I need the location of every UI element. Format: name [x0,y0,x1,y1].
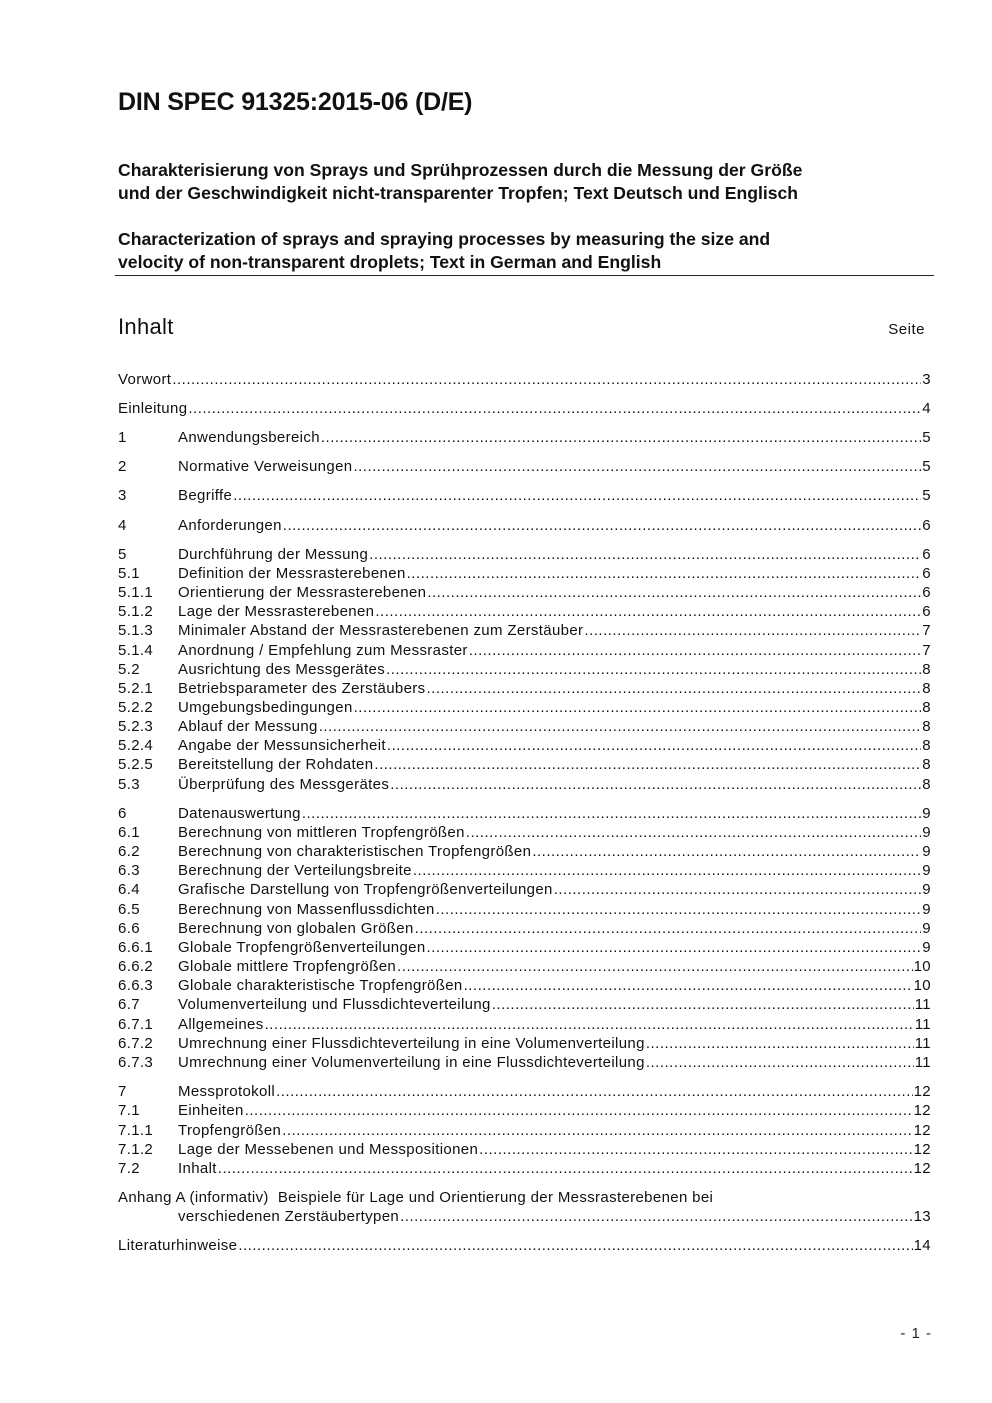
toc-entry-page: 11 [914,996,931,1013]
document-id: DIN SPEC 91325:2015-06 (D/E) [118,88,473,116]
toc-entry-page: 10 [913,977,931,994]
toc-entry-number: 7.1.1 [118,1122,154,1139]
toc-entry-page: 6 [922,603,931,620]
toc-entry[interactable] [118,1015,931,1034]
toc-leader-dots [172,370,921,389]
toc-entry[interactable] [118,621,931,640]
toc-entry-title: Anforderungen [178,517,282,534]
toc-entry-page: 11 [914,1016,931,1033]
toc-entry-title: Umgebungsbedingungen [178,699,353,716]
toc-entry-page: 5 [922,487,931,504]
toc-entry-page: 8 [922,737,931,754]
toc-entry[interactable] [118,564,931,583]
toc-leader-dots [407,564,922,583]
toc-entry[interactable] [118,1121,931,1140]
toc-entry-title: Lage der Messebenen und Messpositionen [178,1141,479,1158]
toc-entry[interactable] [118,660,931,679]
toc-entry-bibliography[interactable] [118,1236,931,1255]
toc-entry-title: Volumenverteilung und Flussdichteverteilung [178,996,491,1013]
toc-entry-title: Normative Verweisungen [178,458,353,475]
title-english [118,228,770,274]
toc-leader-dots [532,842,921,861]
toc-entry-title: Inhalt [178,1160,217,1177]
toc-entry-title: Betriebsparameter des Zerstäubers [178,680,426,697]
toc-entry-number: 5.1.2 [118,603,154,620]
toc-entry-title: Bereitstellung der Rohdaten [178,756,374,773]
toc-leader-dots [492,995,914,1014]
toc-entry[interactable] [118,428,931,447]
toc-entry[interactable] [118,957,931,976]
toc-entry-page: 6 [922,517,931,534]
toc-entry-title: Grafische Darstellung von Tropfengrößenverteilungen [178,881,553,898]
toc-entry[interactable] [118,861,931,880]
toc-entry[interactable] [118,679,931,698]
toc-leader-dots [479,1140,912,1159]
toc-entry[interactable] [118,736,931,755]
toc-entry[interactable] [118,995,931,1014]
toc-entry[interactable] [118,976,931,995]
toc-entry[interactable] [118,900,931,919]
toc-entry[interactable] [118,399,931,418]
toc-leader-dots [413,861,921,880]
toc-entry-number: 5.2.3 [118,718,154,735]
toc-entry-title: Berechnung von charakteristischen Tropfengrößen [178,843,532,860]
toc-entry-number: 5 [118,546,127,563]
toc-leader-dots [400,1207,913,1226]
toc-entry-number: 3 [118,487,127,504]
toc-entry[interactable] [118,1140,931,1159]
toc-entry[interactable] [118,457,931,476]
toc-entry-number: 7 [118,1083,127,1100]
toc-leader-dots [427,583,921,602]
toc-leader-dots [386,660,921,679]
toc-entry-page: 9 [922,901,931,918]
toc-entry-page: 9 [922,881,931,898]
toc-entry-title: Allgemeines [178,1016,264,1033]
toc-entry-page: 8 [922,776,931,793]
toc-leader-dots [464,976,913,995]
toc-entry[interactable] [118,823,931,842]
toc-leader-dots [245,1101,913,1120]
toc-entry-number: 6.7 [118,996,140,1013]
toc-entry-title: Durchführung der Messung [178,546,369,563]
toc-entry-number: 5.1.3 [118,622,154,639]
toc-entry-title: Berechnung von mittleren Tropfengrößen [178,824,465,841]
toc-leader-dots [387,736,921,755]
toc-entry-number: 5.3 [118,776,140,793]
toc-entry-number: 2 [118,458,127,475]
toc-entry-number: 5.2.4 [118,737,154,754]
toc-leader-dots [554,880,922,899]
toc-entry-number: 5.1.1 [118,584,154,601]
toc-leader-dots [276,1082,913,1101]
toc-leader-dots [427,679,922,698]
toc-leader-dots [319,717,922,736]
toc-leader-dots [233,486,921,505]
toc-entry-title: Ablauf der Messung [178,718,318,735]
toc-entry-title: Umrechnung einer Flussdichteverteilung in eine Volumenverteilung [178,1035,645,1052]
toc-entry-number: 1 [118,429,127,446]
toc-entry-page: 12 [913,1122,931,1139]
toc-entry-title: Begriffe [178,487,233,504]
toc-entry-title: Orientierung der Messrasterebenen [178,584,427,601]
toc-entry-page: 8 [922,680,931,697]
toc-entry-page: 10 [913,958,931,975]
toc-entry-number: 6.3 [118,862,140,879]
toc-entry-number: 6.2 [118,843,140,860]
toc-entry-page: 8 [922,699,931,716]
toc-entry-page: 11 [914,1035,931,1052]
toc-entry-page: 14 [913,1237,931,1254]
toc-entry[interactable] [118,804,931,823]
toc-entry[interactable] [118,1082,931,1101]
title-english-line-1: Characterization of sprays and spraying processes by measuring the size and [118,229,771,249]
toc-entry-title: Minimaler Abstand der Messrasterebenen zum Zerstäuber [178,622,584,639]
toc-entry-title: Einleitung [118,400,188,417]
toc-leader-dots [218,1159,913,1178]
toc-entry[interactable] [118,583,931,602]
toc-entry-page: 5 [922,429,931,446]
toc-leader-dots [282,1121,912,1140]
toc-entry-title: Überprüfung des Messgerätes [178,776,390,793]
toc-entry-title: Ausrichtung des Messgerätes [178,661,386,678]
toc-entry-title: Tropfengrößen [178,1122,282,1139]
toc-leader-dots [469,641,922,660]
toc-entry-number: 6.1 [118,824,140,841]
toc-entry-title: Globale charakteristische Tropfengrößen [178,977,463,994]
toc-leader-dots [188,399,921,418]
toc-entry[interactable] [118,602,931,621]
title-german [118,159,802,205]
toc-entry-number: 6.7.2 [118,1035,154,1052]
toc-entry-page: 12 [913,1160,931,1177]
toc-entry-title: Berechnung von globalen Größen [178,920,414,937]
annex-title-line-2: verschiedenen Zerstäubertypen [178,1208,400,1225]
toc-entry-page: 6 [922,546,931,563]
toc-entry-number: 7.2 [118,1160,140,1177]
toc-entry-title: Definition der Messrasterebenen [178,565,406,582]
toc-entry[interactable] [118,775,931,794]
toc-entry[interactable] [118,880,931,899]
toc-entry-page: 7 [922,622,931,639]
page-number: - 1 - [900,1325,932,1342]
annex-label: Anhang A (informativ) [118,1189,269,1206]
toc-entry-title: Messprotokoll [178,1083,276,1100]
toc-entry-page: 7 [922,642,931,659]
toc-entry-number: 5.2.5 [118,756,154,773]
toc-entry[interactable] [118,1159,931,1178]
toc-leader-dots [238,1236,912,1255]
toc-leader-dots [265,1015,914,1034]
toc-entry-number: 6.7.3 [118,1054,154,1071]
toc-entry-page: 3 [922,371,931,388]
toc-entry-page: 11 [914,1054,931,1071]
toc-entry-page: 9 [922,843,931,860]
toc-entry[interactable] [118,516,931,535]
toc-entry-number: 6.4 [118,881,140,898]
toc-entry-page: 9 [922,862,931,879]
toc-entry-page: 9 [922,920,931,937]
toc-leader-dots [353,457,921,476]
toc-entry-number: 5.2.2 [118,699,154,716]
toc-entry[interactable] [118,1053,931,1072]
toc-entry-page: 6 [922,584,931,601]
toc-entry-title: Berechnung der Verteilungsbreite [178,862,412,879]
toc-entry-page: 8 [922,756,931,773]
toc-leader-dots [584,621,921,640]
title-divider [115,275,934,276]
toc-entry-page: 9 [922,824,931,841]
toc-entry-title: Umrechnung einer Volumenverteilung in eine Flussdichteverteilung [178,1054,645,1071]
toc-entry-page: 12 [913,1102,931,1119]
toc-entry-title: Datenauswertung [178,805,301,822]
toc-entry-title: Berechnung von Massenflussdichten [178,901,435,918]
title-german-line-1: Charakterisierung von Sprays und Sprühprozessen durch die Messung der Größe [118,160,803,180]
toc-entry-number: 6.6.2 [118,958,154,975]
toc-leader-dots [302,804,921,823]
toc-entry-page: 12 [913,1141,931,1158]
toc-leader-dots [354,698,922,717]
toc-entry-number: 5.1 [118,565,140,582]
toc-entry-page: 8 [922,718,931,735]
toc-entry-page: 6 [922,565,931,582]
toc-leader-dots [415,919,922,938]
toc-entry-page: 4 [922,400,931,417]
toc-entry-title: Lage der Messrasterebenen [178,603,375,620]
toc-entry[interactable] [118,842,931,861]
toc-entry-number: 5.2.1 [118,680,154,697]
toc-entry[interactable] [118,1034,931,1053]
toc-entry-number: 6.6.3 [118,977,154,994]
toc-entry-title: Angabe der Messunsicherheit [178,737,386,754]
toc-entry-title: Literaturhinweise [118,1237,238,1254]
toc-heading: Inhalt [118,314,174,339]
toc-entry-number: 4 [118,517,127,534]
toc-entry-title: Globale Tropfengrößenverteilungen [178,939,426,956]
toc-leader-dots [397,957,913,976]
toc-leader-dots [646,1034,914,1053]
toc-entry-annex-a[interactable] [118,1188,931,1226]
toc-entry-number: 6.6 [118,920,140,937]
toc-entry[interactable] [118,545,931,564]
toc-leader-dots [466,823,922,842]
toc-page-column-label: Seite [888,321,925,338]
annex-title-line-1: Beispiele für Lage und Orientierung der Messrasterebenen bei [277,1189,714,1206]
toc-entry-page: 8 [922,661,931,678]
toc-leader-dots [369,545,921,564]
toc-entry-page: 9 [922,939,931,956]
toc-entry[interactable] [118,1101,931,1120]
toc-leader-dots [374,755,921,774]
toc-entry-title: Einheiten [178,1102,244,1119]
toc-leader-dots [427,938,922,957]
toc-entry-title: Globale mittlere Tropfengrößen [178,958,397,975]
toc-entry-number: 7.1 [118,1102,140,1119]
toc-entry-number: 6.5 [118,901,140,918]
toc-entry[interactable] [118,717,931,736]
toc-entry-number: 5.2 [118,661,140,678]
toc-entry[interactable] [118,938,931,957]
toc-entry[interactable] [118,641,931,660]
toc-entry-number: 6.7.1 [118,1016,154,1033]
toc-leader-dots [283,516,922,535]
toc-entry-number: 5.1.4 [118,642,154,659]
toc-entry[interactable] [118,698,931,717]
toc-entry-page: 9 [922,805,931,822]
title-german-line-2: und der Geschwindigkeit nicht-transparenter Tropfen; Text Deutsch und Englisch [118,183,799,203]
toc-leader-dots [375,602,921,621]
toc-leader-dots [321,428,921,447]
title-english-line-2: velocity of non-transparent droplets; Text in German and English [118,252,662,272]
toc-entry-page: 13 [913,1208,931,1225]
toc-entry-page: 5 [922,458,931,475]
toc-entry-number: 7.1.2 [118,1141,154,1158]
toc-leader-dots [646,1053,914,1072]
toc-entry[interactable] [118,370,931,389]
toc-entry-number: 6.6.1 [118,939,154,956]
toc-entry-title: Vorwort [118,371,172,388]
toc-entry[interactable] [118,919,931,938]
toc-leader-dots [436,900,922,919]
toc-entry[interactable] [118,486,931,505]
toc-entry-number: 6 [118,805,127,822]
toc-entry-title: Anordnung / Empfehlung zum Messraster [178,642,468,659]
toc-entry-title: Anwendungsbereich [178,429,320,446]
toc-entry[interactable] [118,755,931,774]
toc-entry-page: 12 [913,1083,931,1100]
toc-leader-dots [390,775,921,794]
